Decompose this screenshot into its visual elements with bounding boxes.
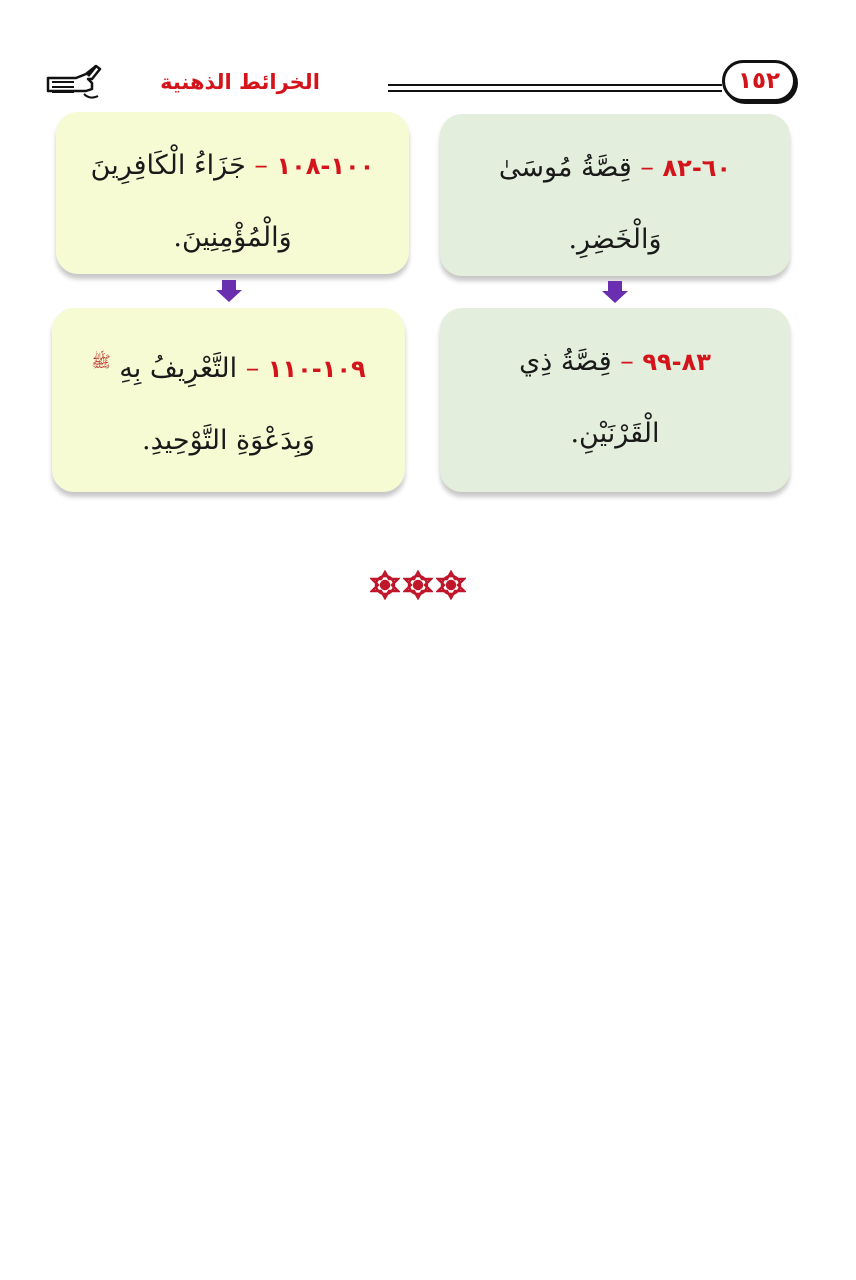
verse-range: ٦٠-٨٢: [662, 154, 732, 182]
card-text: وَالْخَضِرِ.: [568, 224, 662, 255]
pbuh-glyph: ﷺ: [91, 352, 111, 371]
card-text: وَبِدَعْوَةِ التَّوْحِيدِ.: [142, 425, 315, 456]
card-line: [458, 326, 772, 398]
rosette-icon: [370, 570, 400, 600]
verse-range: ١٠٩-١١٠: [267, 355, 366, 383]
card-text: الْقَرْنَيْنِ.: [570, 418, 660, 449]
page-number: ١٥٢: [722, 60, 796, 102]
verse-range: ١٠٠-١٠٨: [276, 152, 375, 180]
header-rule: [388, 84, 722, 86]
mindmap-card-dhul-qarnayn: [440, 308, 790, 492]
rosette-icon: [403, 570, 433, 600]
rosette-icon: [436, 570, 466, 600]
card-text: جَزَاءُ الْكَافِرِينَ: [90, 150, 246, 181]
dash: –: [620, 346, 634, 377]
card-text: قِصَّةُ مُوسَىٰ: [498, 152, 632, 183]
card-line: [70, 326, 387, 405]
card-line: [74, 130, 391, 202]
card-text: التَّعْرِيفُ بِهِ: [119, 353, 238, 384]
header-rule: [388, 90, 722, 92]
dash: –: [245, 353, 260, 384]
card-text: وَالْمُؤْمِنِينَ.: [173, 222, 292, 253]
dash: –: [640, 152, 654, 183]
mindmap-card-reward: [56, 112, 409, 274]
header-title: الخرائط الذهنية: [160, 70, 320, 94]
card-text: قِصَّةُ ذِي: [519, 346, 612, 377]
card-line: [458, 132, 772, 204]
mindmap-card-tawhid: [52, 308, 405, 492]
verse-range: ٨٣-٩٩: [642, 348, 711, 376]
writing-hand-icon: [44, 64, 104, 104]
dash: –: [254, 150, 268, 181]
mindmap-card-moses: [440, 114, 790, 276]
section-end-ornaments: [370, 570, 466, 604]
